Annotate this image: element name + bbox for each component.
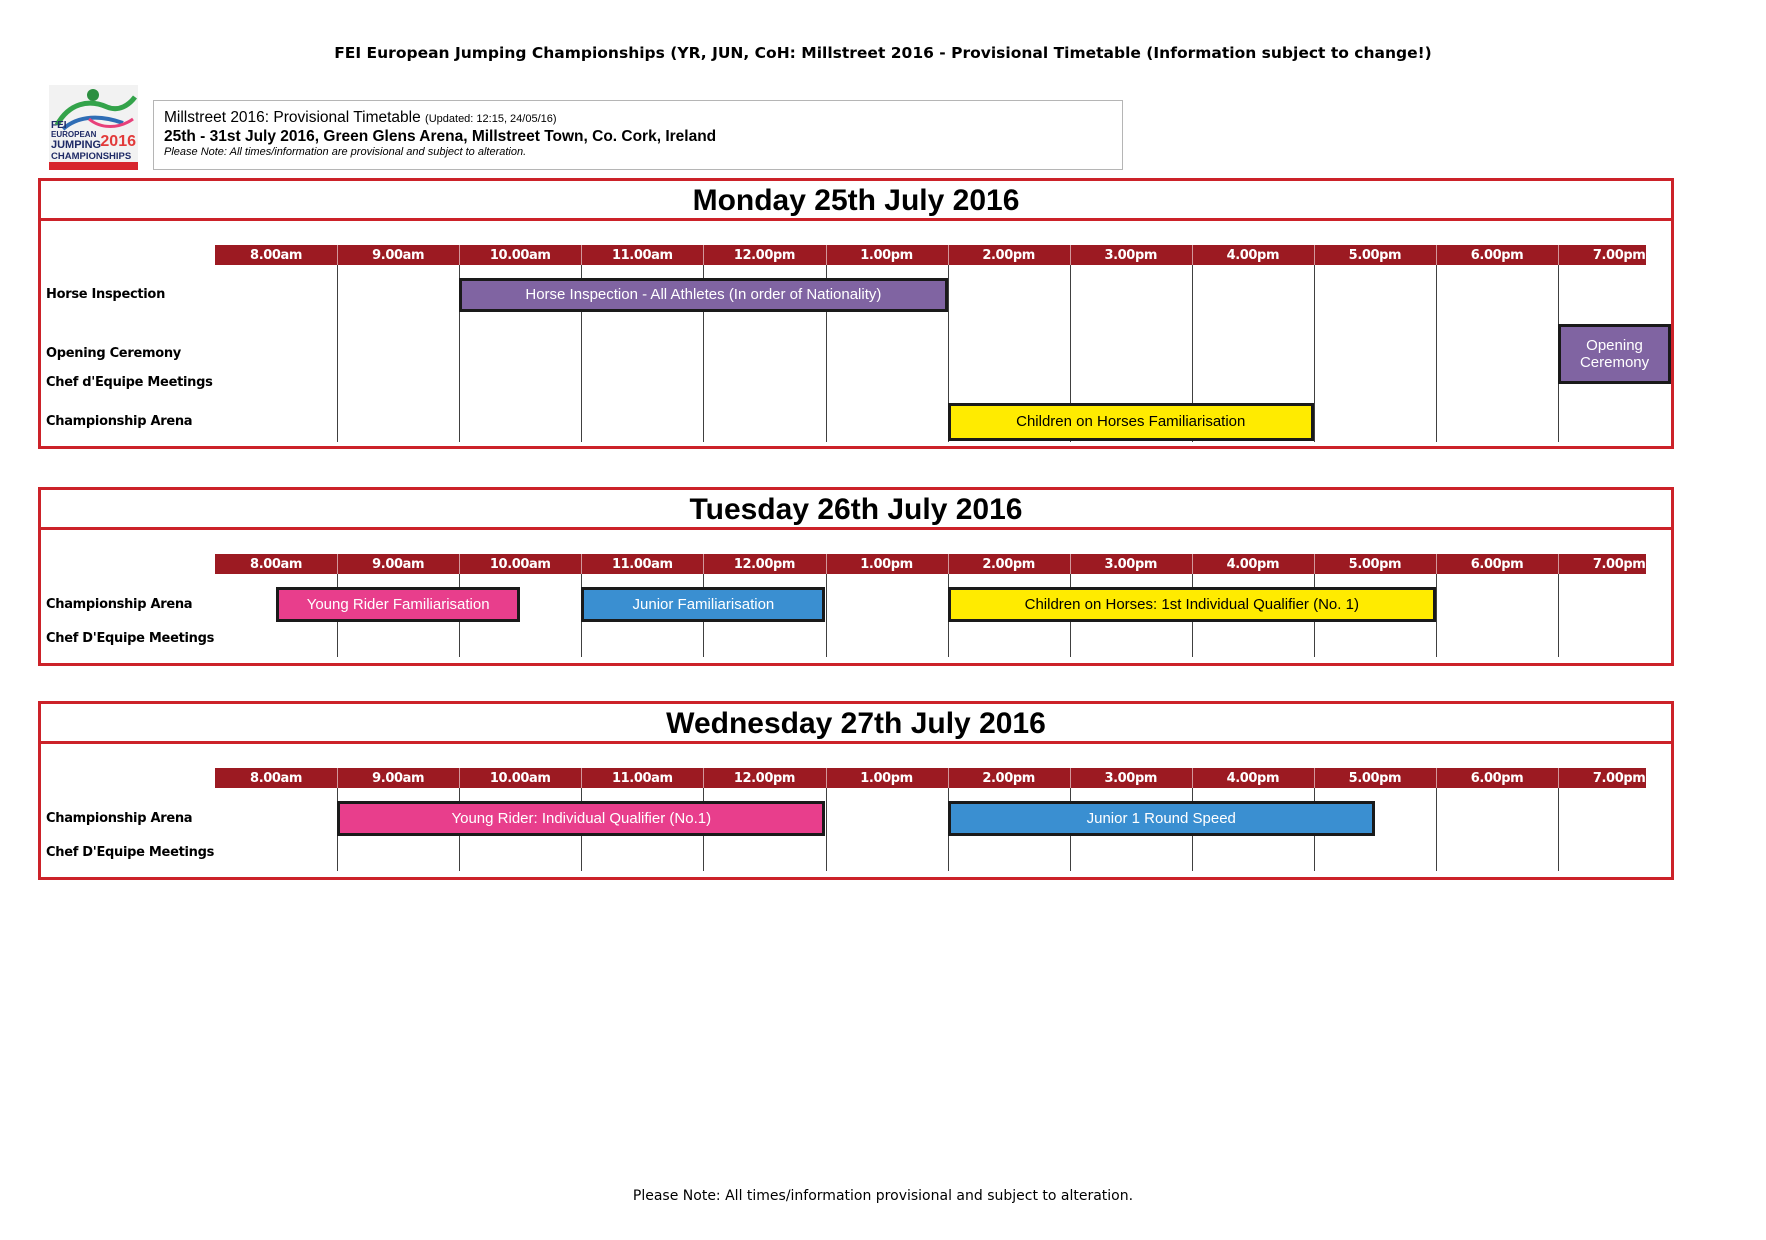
hour-divider <box>581 768 582 788</box>
hour-label: 7.00pm <box>1592 248 1646 263</box>
info-dates-venue: 25th - 31st July 2016, Green Glens Arena, Millstreet Town, Co. Cork, Ireland <box>164 128 717 145</box>
info-updated: (Updated: 12:15, 24/05/16) <box>425 113 557 125</box>
hour-divider <box>1436 768 1437 788</box>
row-label: Chef D'Equipe Meetings <box>46 631 215 646</box>
hour-divider <box>459 768 460 788</box>
hour-divider <box>1192 768 1193 788</box>
logo-jumping: JUMPING <box>51 139 102 151</box>
hour-label: 8.00am <box>250 557 303 572</box>
hour-label: 10.00am <box>489 771 551 786</box>
hour-gridline <box>1436 265 1437 442</box>
row-label: Horse Inspection <box>46 287 166 302</box>
hour-label: 9.00am <box>372 248 425 263</box>
logo-strip <box>49 162 138 170</box>
schedule-event[interactable]: Junior 1 Round Speed <box>948 801 1375 836</box>
hour-label: 12.00pm <box>733 771 796 786</box>
day-schedule <box>38 701 1674 880</box>
hour-label: 6.00pm <box>1470 557 1524 572</box>
hour-label: 2.00pm <box>982 771 1035 786</box>
schedule-event[interactable]: Children on Horses Familiarisation <box>948 403 1314 441</box>
hour-divider <box>1436 245 1437 265</box>
info-title-line <box>164 109 557 127</box>
hour-label: 3.00pm <box>1104 771 1157 786</box>
hour-divider <box>1192 554 1193 574</box>
info-note: Please Note: All times/information are provisional and subject to alteration. <box>164 146 527 158</box>
hour-divider <box>1070 768 1071 788</box>
hour-divider <box>459 554 460 574</box>
hour-divider <box>1070 245 1071 265</box>
hour-label: 10.00am <box>489 248 551 263</box>
hour-label: 9.00am <box>372 557 425 572</box>
logo-european: EUROPEAN <box>51 130 97 139</box>
day-title: Tuesday 26th July 2016 <box>41 490 1671 530</box>
row-label: Chef d'Equipe Meetings <box>46 375 213 390</box>
hour-label: 8.00am <box>250 248 303 263</box>
day-schedule <box>38 178 1674 449</box>
hour-label: 4.00pm <box>1226 557 1280 572</box>
hour-label: 2.00pm <box>982 248 1035 263</box>
hour-gridline <box>826 788 827 871</box>
hour-divider <box>1436 554 1437 574</box>
hour-divider <box>948 768 949 788</box>
hour-label: 12.00pm <box>733 248 796 263</box>
hour-label: 11.00am <box>612 771 673 786</box>
hour-label: 3.00pm <box>1104 248 1157 263</box>
hour-label: 8.00am <box>250 771 303 786</box>
footer-note: Please Note: All times/information provisional and subject to alteration. <box>632 1188 1134 1204</box>
hour-label: 1.00pm <box>860 771 913 786</box>
row-label: Championship Arena <box>46 596 193 612</box>
hour-divider <box>337 768 338 788</box>
hour-label: 6.00pm <box>1470 771 1524 786</box>
hour-gridline <box>1436 788 1437 871</box>
hour-divider <box>826 768 827 788</box>
row-label: Opening Ceremony <box>46 346 181 361</box>
hour-label: 11.00am <box>612 248 673 263</box>
hour-gridline <box>1436 574 1437 657</box>
hour-divider <box>459 245 460 265</box>
hour-divider <box>826 245 827 265</box>
timetable-info-box <box>153 100 1123 170</box>
hour-label: 3.00pm <box>1104 557 1157 572</box>
hour-divider <box>703 245 704 265</box>
hour-label: 6.00pm <box>1470 248 1524 263</box>
hour-divider <box>1070 554 1071 574</box>
hour-divider <box>703 768 704 788</box>
hour-divider <box>948 554 949 574</box>
hour-label: 5.00pm <box>1348 771 1402 786</box>
hour-divider <box>1314 768 1315 788</box>
hour-label: 5.00pm <box>1348 557 1402 572</box>
hour-divider <box>1314 554 1315 574</box>
day-schedule <box>38 487 1674 666</box>
hour-label: 2.00pm <box>982 557 1035 572</box>
row-label: Championship Arena <box>46 414 193 429</box>
hour-label: 5.00pm <box>1348 248 1402 263</box>
hour-label: 11.00am <box>612 557 673 572</box>
hour-gridline <box>1558 574 1559 657</box>
hour-header-bar <box>215 554 1646 574</box>
schedule-event[interactable]: Junior Familiarisation <box>581 587 825 622</box>
logo-year: 2016 <box>100 133 136 150</box>
hour-divider <box>337 554 338 574</box>
schedule-event[interactable]: Young Rider: Individual Qualifier (No.1) <box>337 801 825 836</box>
hour-divider <box>826 554 827 574</box>
schedule-event[interactable]: Children on Horses: 1st Individual Qualifier (No. 1) <box>948 587 1436 622</box>
hour-label: 7.00pm <box>1592 771 1646 786</box>
hour-gridline <box>1314 265 1315 442</box>
hour-divider <box>581 554 582 574</box>
schedule-event[interactable]: Young Rider Familiarisation <box>276 587 520 622</box>
hour-label: 4.00pm <box>1226 248 1280 263</box>
hour-label: 1.00pm <box>860 248 913 263</box>
hour-divider <box>703 554 704 574</box>
hour-label: 1.00pm <box>860 557 913 572</box>
hour-label: 9.00am <box>372 771 425 786</box>
hour-label: 10.00am <box>489 557 551 572</box>
hour-gridline <box>1558 788 1559 871</box>
row-label: Chef D'Equipe Meetings <box>46 845 215 860</box>
logo-championships: CHAMPIONSHIPS <box>51 151 132 162</box>
day-title: Monday 25th July 2016 <box>41 181 1671 221</box>
hour-gridline <box>337 265 338 442</box>
hour-label: 12.00pm <box>733 557 796 572</box>
championship-logo <box>49 85 138 170</box>
hour-header-bar <box>215 768 1646 788</box>
info-title: Millstreet 2016: Provisional Timetable <box>164 109 421 126</box>
hour-divider <box>948 245 949 265</box>
hour-divider <box>581 245 582 265</box>
hour-divider <box>1192 245 1193 265</box>
hour-label: 4.00pm <box>1226 771 1280 786</box>
hour-header-bar <box>215 245 1646 265</box>
hour-divider <box>1558 245 1559 265</box>
hour-divider <box>1314 245 1315 265</box>
logo-fei: FEI <box>51 120 67 131</box>
hour-divider <box>1558 554 1559 574</box>
schedule-event[interactable]: Opening Ceremony <box>1558 324 1671 384</box>
document-title: FEI European Jumping Championships (YR, JUN, CoH: Millstreet 2016 - Provisional Timetable (Information subject to change!) <box>334 44 1432 62</box>
hour-label: 7.00pm <box>1592 557 1646 572</box>
hour-divider <box>337 245 338 265</box>
schedule-event[interactable]: Horse Inspection - All Athletes (In order of Nationality) <box>459 278 947 312</box>
hour-divider <box>1558 768 1559 788</box>
hour-gridline <box>826 574 827 657</box>
day-title: Wednesday 27th July 2016 <box>41 704 1671 744</box>
row-label: Championship Arena <box>46 810 193 826</box>
